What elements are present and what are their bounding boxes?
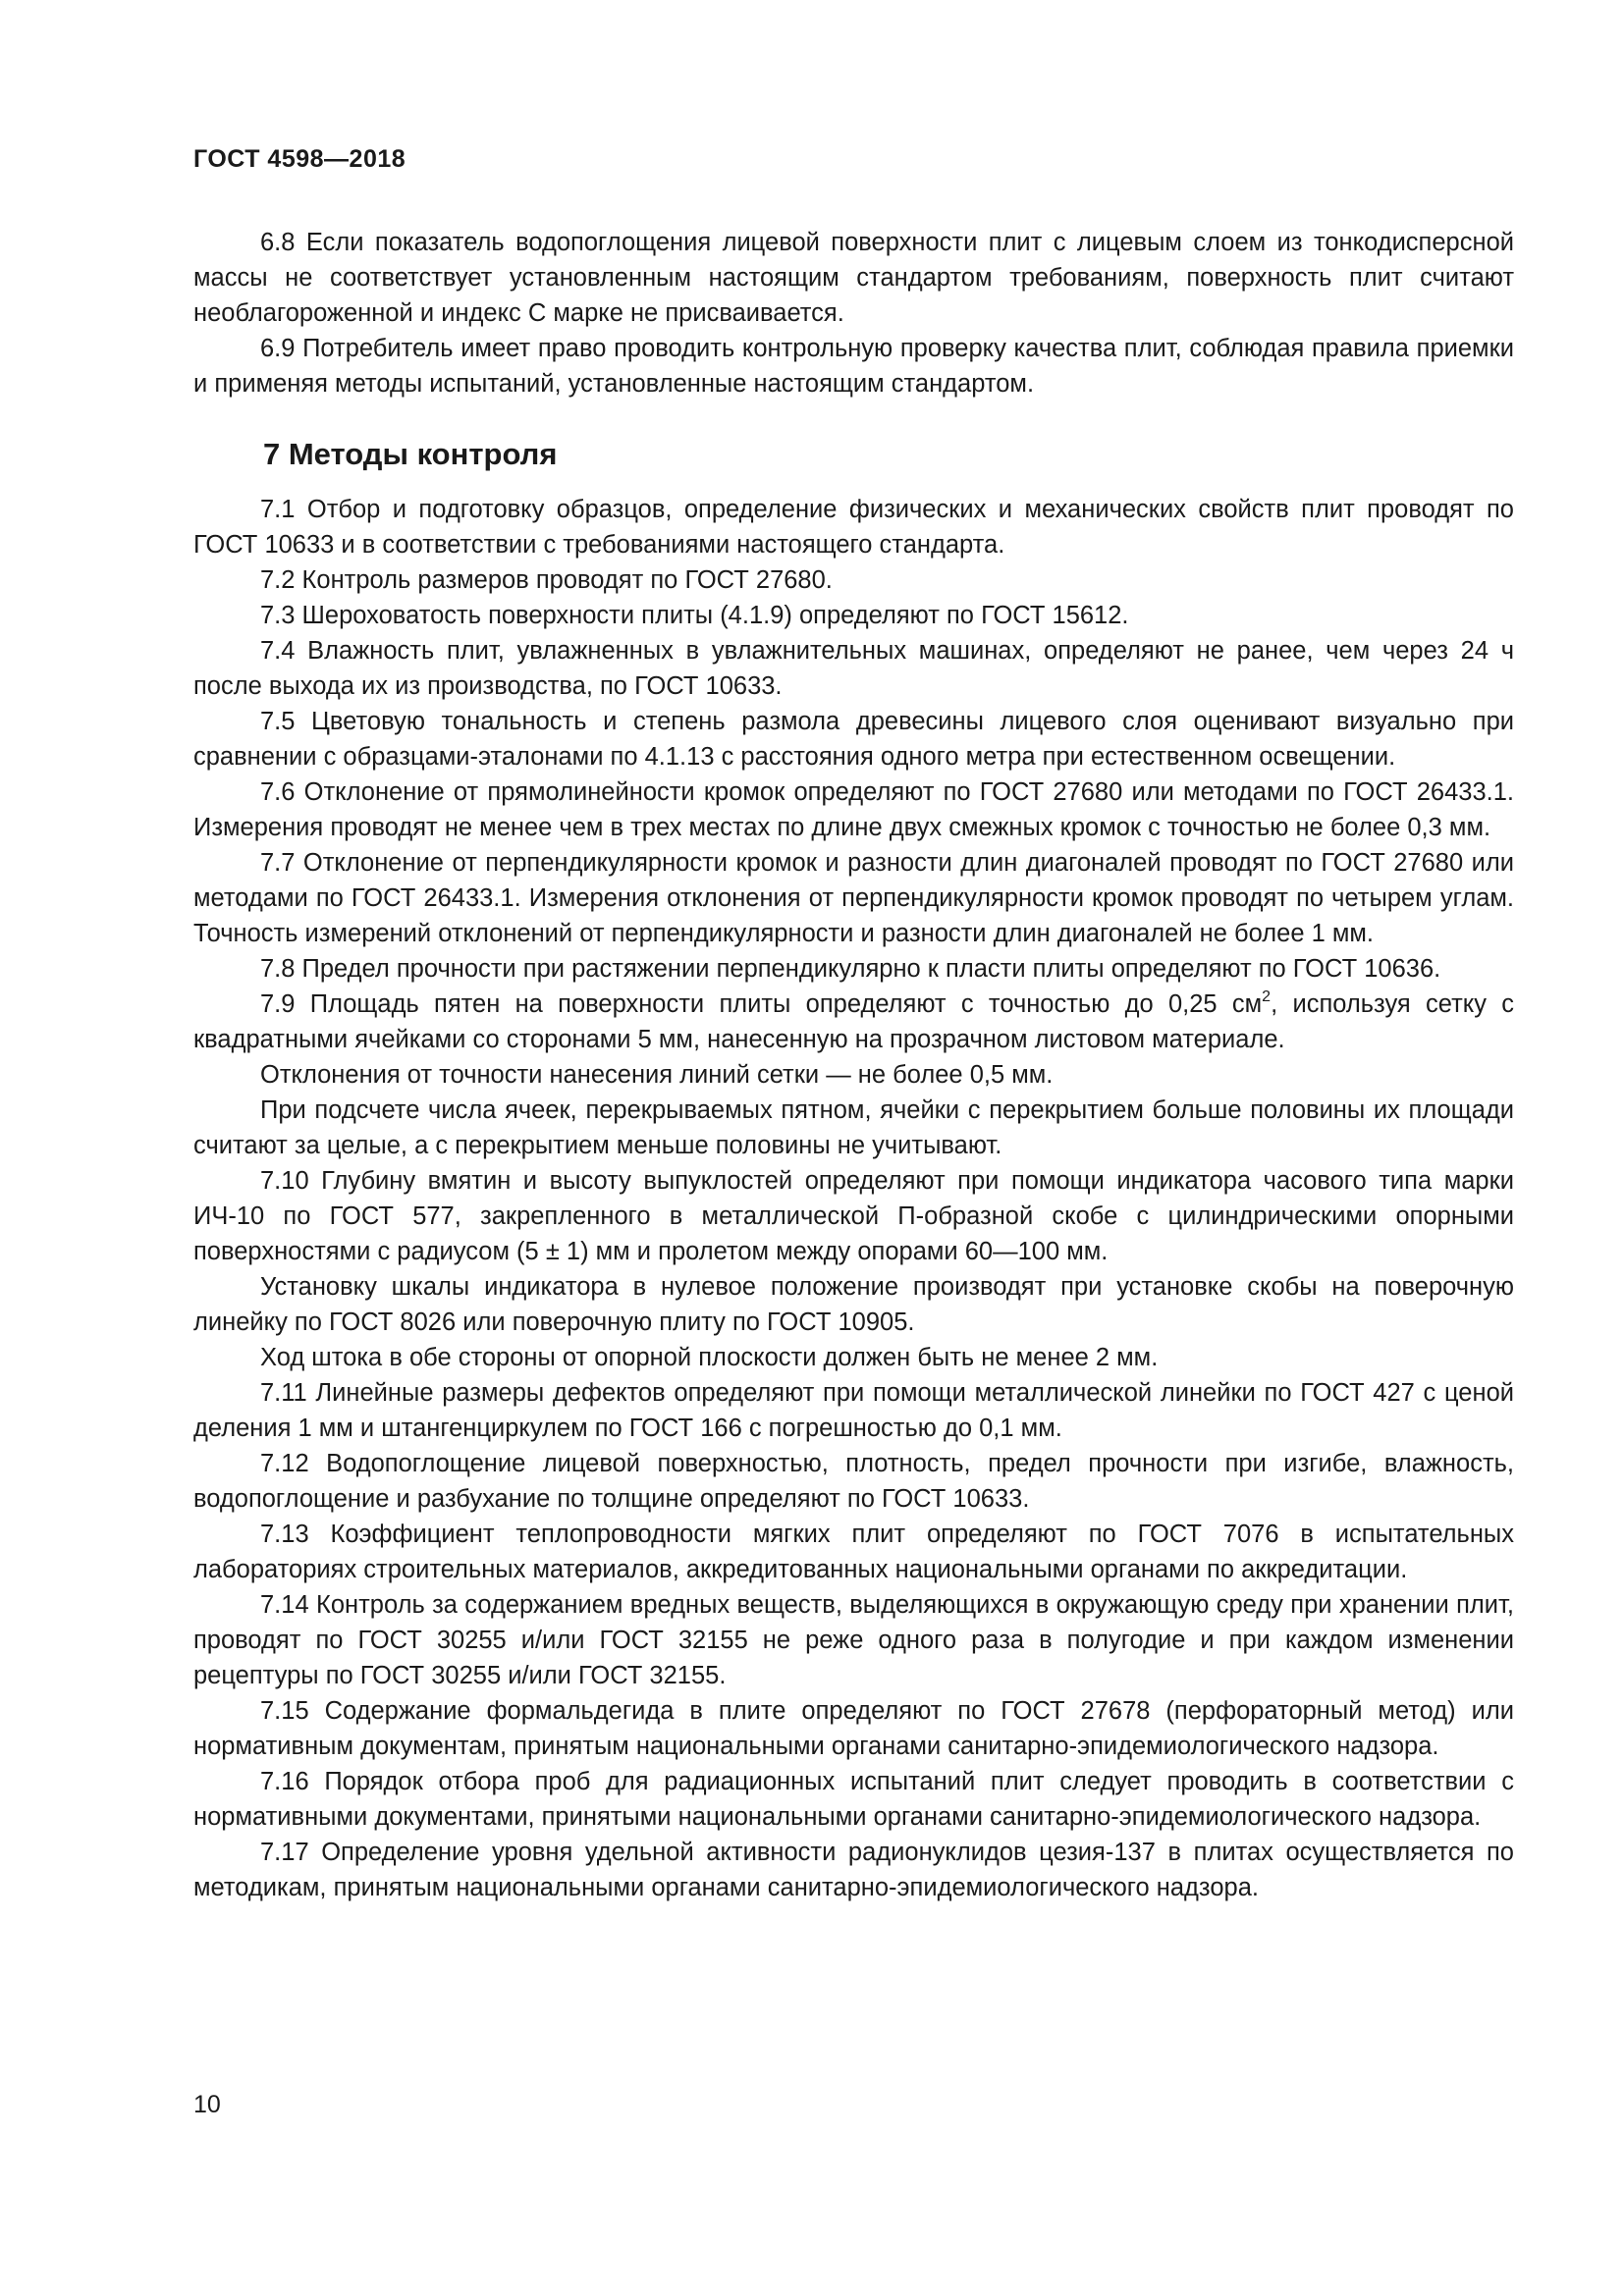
document-page [193,145,1514,1905]
paragraph-7-10: 7.10 Глубину вмятин и высоту выпуклостей определяют при помощи индикатора часового типа марки ИЧ-10 по ГОСТ 577, закрепленного в металлической П-образной скобе с цилиндрическими опорными поверхностями с радиусом (5 ± 1) мм и пролетом между опорами 60—100 мм. [193,1167,1514,1265]
paragraph-7-14: 7.14 Контроль за содержанием вредных веществ, выделяющихся в окружающую среду при хранении плит, проводят по ГОСТ 30255 и/или ГОСТ 32155 не реже одного раза в полугодие и при каждом изменении рецептуры по ГОСТ 30255 и/или ГОСТ 32155. [193,1591,1514,1689]
superscript-2: 2 [1262,988,1272,1005]
paragraph-7-10-continuation-2: Ход штока в обе стороны от опорной плоскости должен быть не менее 2 мм. [260,1344,1159,1371]
paragraph-7-12: 7.12 Водопоглощение лицевой поверхностью, плотность, предел прочности при изгибе, влажность, водопоглощение и разбухание по толщине определяют по ГОСТ 10633. [193,1450,1514,1513]
paragraph-7-1: 7.1 Отбор и подготовку образцов, определение физических и механических свойств плит проводят по ГОСТ 10633 и в соответствии с требованиями настоящего стандарта. [193,496,1514,559]
paragraph-7-13: 7.13 Коэффициент теплопроводности мягких плит определяют по ГОСТ 7076 в испытательных лабораториях строительных материалов, аккредитованных национальными органами по аккредитации. [193,1521,1514,1583]
paragraph-6-8: 6.8 Если показатель водопоглощения лицевой поверхности плит с лицевым слоем из тонкодисперсной массы не соответствует установленным настоящим стандартом требованиям, поверхность плит считают необлагороженной и индекс С марке не присваивается. [193,229,1514,327]
paragraph-7-16: 7.16 Порядок отбора проб для радиационных испытаний плит следует проводить в соответствии с нормативными документами, принятыми национальными органами санитарно-эпидемиологического надзора. [193,1768,1514,1831]
paragraph-7-9-text-b: , используя сетку с квадратными ячейками со сторонами 5 мм, нанесенную на прозрачном листовом материале. [193,990,1514,1053]
paragraph-7-5: 7.5 Цветовую тональность и степень размола древесины лицевого слоя оценивают визуально при сравнении с образцами-эталонами по 4.1.13 с расстояния одного метра при естественном освещении. [193,708,1514,771]
paragraph-7-9-text-a: 7.9 Площадь пятен на поверхности плиты определяют с точностью до 0,25 см [260,990,1263,1018]
paragraph-7-8: 7.8 Предел прочности при растяжении перпендикулярно к пласти плиты определяют по ГОСТ 10636. [260,955,1441,983]
paragraph-7-9 [193,987,1514,1057]
paragraph-7-2: 7.2 Контроль размеров проводят по ГОСТ 27680. [260,566,833,594]
paragraph-7-10-continuation-1: Установку шкалы индикатора в нулевое положение производят при установке скобы на поверочную линейку по ГОСТ 8026 или поверочную плиту по ГОСТ 10905. [193,1273,1514,1336]
paragraph-7-15: 7.15 Содержание формальдегида в плите определяют по ГОСТ 27678 (перфораторный метод) или нормативным документам, принятым национальными органами санитарно-эпидемиологического надзора. [193,1697,1514,1760]
paragraph-7-9-continuation-1: Отклонения от точности нанесения линий сетки — не более 0,5 мм. [260,1061,1054,1089]
paragraph-7-7: 7.7 Отклонение от перпендикулярности кромок и разности длин диагоналей проводят по ГОСТ 27680 или методами по ГОСТ 26433.1. Измерения отклонения от перпендикулярности кромок проводят по четырем углам. Точность измерений отклонений от перпендикулярности и разности длин диагоналей не более 1 мм. [193,849,1514,947]
page-number: 10 [193,2091,221,2118]
paragraph-7-3: 7.3 Шероховатость поверхности плиты (4.1.9) определяют по ГОСТ 15612. [260,602,1129,629]
paragraph-7-4: 7.4 Влажность плит, увлажненных в увлажнительных машинах, определяют не ранее, чем через 24 ч после выхода их из производства, по ГОСТ 10633. [193,637,1514,700]
paragraph-7-6: 7.6 Отклонение от прямолинейности кромок определяют по ГОСТ 27680 или методами по ГОСТ 26433.1. Измерения проводят не менее чем в трех местах по длине двух смежных кромок с точностью не более 0,3 мм. [193,778,1514,841]
paragraph-7-9-continuation-2: При подсчете числа ячеек, перекрываемых пятном, ячейки с перекрытием больше половины их площади считают за целые, а с перекрытием меньше половины не учитывают. [193,1096,1514,1159]
paragraph-7-17: 7.17 Определение уровня удельной активности радионуклидов цезия-137 в плитах осуществляется по методикам, принятым национальными органами санитарно-эпидемиологического надзора. [193,1839,1514,1901]
document-header: ГОСТ 4598—2018 [193,145,406,173]
paragraph-7-11: 7.11 Линейные размеры дефектов определяют при помощи металлической линейки по ГОСТ 427 с ценой деления 1 мм и штангенциркулем по ГОСТ 166 с погрешностью до 0,1 мм. [193,1379,1514,1442]
paragraph-6-9: 6.9 Потребитель имеет право проводить контрольную проверку качества плит, соблюдая правила приемки и применяя методы испытаний, установленные настоящим стандартом. [193,335,1514,398]
section-title: 7 Методы контроля [263,437,558,471]
